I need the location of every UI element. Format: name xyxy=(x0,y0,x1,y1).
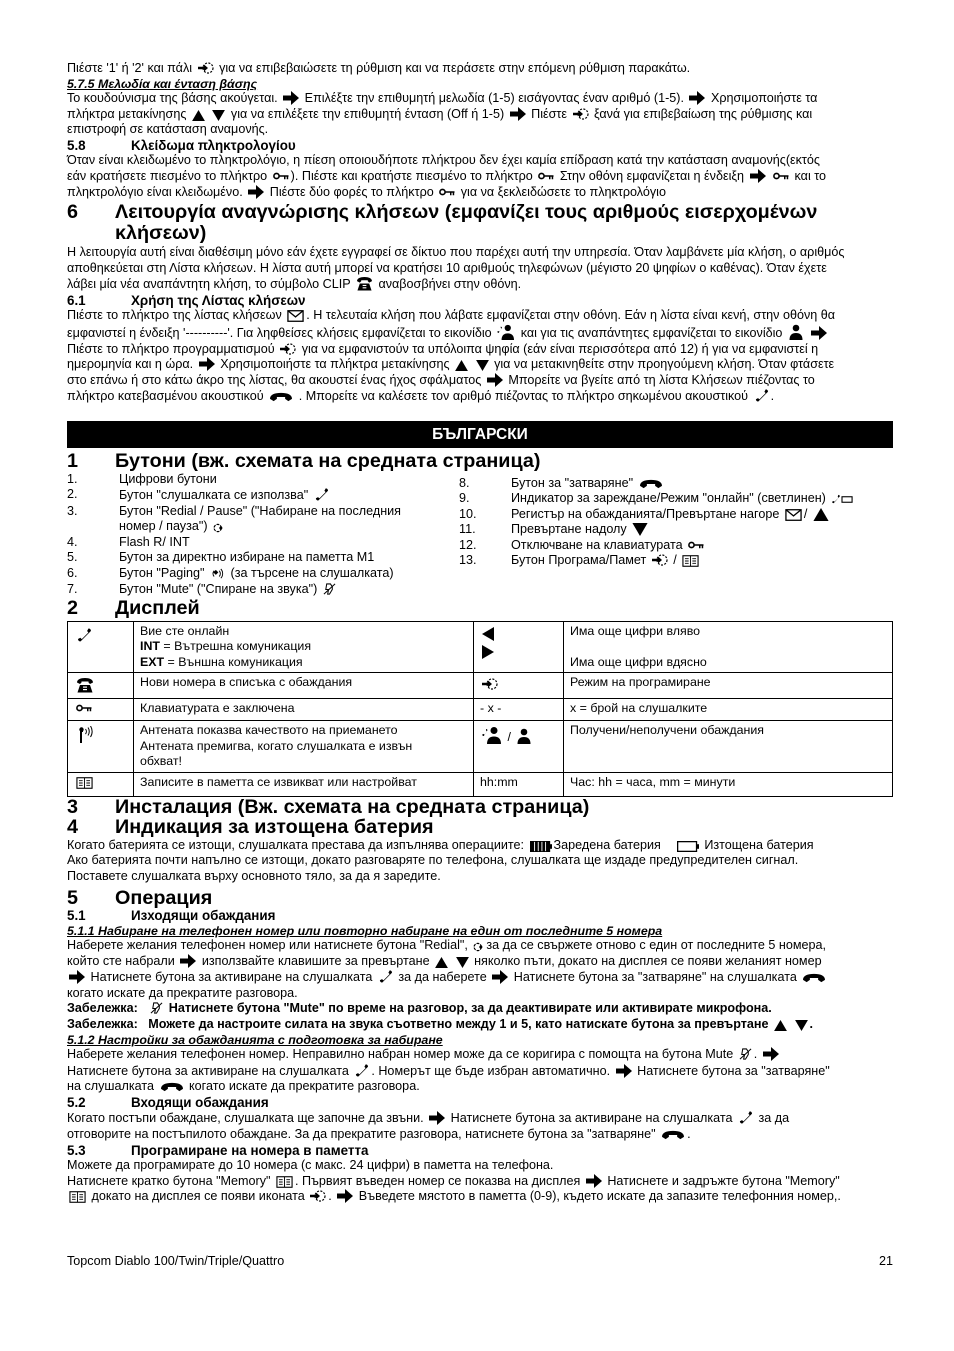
text: Можете да програмирате до 10 номера (с макс. 24 цифри) в паметта на телефона. xyxy=(67,1158,554,1173)
page-content xyxy=(67,61,893,1205)
arrow-right-icon xyxy=(586,1174,602,1188)
note-text: Можете да настроите силата на звука съответно между 1 и 5, като натискате бутона за превъртане xyxy=(148,1017,769,1031)
text: Наберете желания телефонен номер или натиснете бутона "Redial", xyxy=(67,938,468,953)
arrow-right-icon xyxy=(248,185,264,199)
missed-call-icon xyxy=(516,728,532,744)
section-heading xyxy=(67,1095,893,1111)
text: за да xyxy=(758,1111,790,1126)
on-hook-icon xyxy=(661,1130,685,1141)
item-number: 1. xyxy=(67,471,78,486)
text: за да се свържете отново с един от последните 5 номера, xyxy=(486,938,827,953)
table-cell: - x - xyxy=(474,699,564,721)
icon-cell xyxy=(68,673,134,699)
section-number: 5.8 xyxy=(67,137,86,153)
text: . xyxy=(687,1126,691,1141)
section-title: Изходящи обаждания xyxy=(131,908,276,924)
arrow-right-icon xyxy=(689,91,705,105)
text: Натиснете и задръжте бутона "Memory" xyxy=(607,1173,840,1188)
list-item xyxy=(67,504,459,520)
text: Натиснете бутона за "затваряне" на слушалката xyxy=(513,970,797,985)
table-cell: Режим на програмиране xyxy=(564,673,893,699)
text: Στην οθόνη εμφανίζεται η ένδειξη xyxy=(559,168,745,183)
table-row xyxy=(68,673,893,699)
text: Πιέστε το πλήκτρο της λίστας κλήσεων xyxy=(67,308,282,323)
paragraph xyxy=(67,245,893,293)
item-number: 4. xyxy=(67,534,78,549)
on-hook-icon xyxy=(639,479,663,490)
envelope-icon xyxy=(785,509,802,521)
text: επιστροφή σε κατάσταση αναμονής. xyxy=(67,122,269,137)
text: Изтощена батерия xyxy=(704,837,814,852)
icon-cell xyxy=(68,772,134,796)
table-row xyxy=(68,721,893,773)
chapter-heading xyxy=(67,817,893,838)
table-cell xyxy=(134,721,474,773)
text: αποθηκεύεται στη Λίστα κλήσεων. Η λίστα αυτή μπορεί να κρατήσει 10 αριθμούς τηλεφώνων (μέγιστο 20 ψηφίων ο καθένας). Όταν έχετε xyxy=(67,260,827,275)
key-icon xyxy=(439,188,455,196)
list-item xyxy=(459,538,893,554)
display-table xyxy=(67,621,893,797)
paragraph xyxy=(67,1047,893,1095)
text: για να μετακινηθείτε στην προηγούμενη κλήση. Όταν φτάσετε xyxy=(494,357,835,372)
item-text: Цифрови бутони xyxy=(119,471,217,486)
note-text: . xyxy=(809,1017,813,1031)
item-text: Flash R/ INT xyxy=(119,534,190,549)
arrow-right-icon xyxy=(750,169,766,183)
text: εάν κρατήσετε πιεσμένο το πλήκτρο xyxy=(67,168,268,183)
table-cell xyxy=(134,621,474,673)
language-banner: БЪЛГАРСКИ xyxy=(67,421,893,448)
chapter-heading xyxy=(67,451,893,472)
arrow-right-icon xyxy=(283,91,299,105)
phone-icon xyxy=(356,276,373,291)
text: Антената премигва, когато слушалката е извън xyxy=(140,738,413,753)
text: Натиснете бутона за "затваряне" xyxy=(637,1063,830,1078)
chapter-number: 2 xyxy=(67,597,79,620)
scroll-up-icon xyxy=(774,1020,787,1031)
text: . Първият въведен номер се показва на дисплея xyxy=(295,1173,581,1188)
text: στο επάνω ή στο κάτω άκρο της λίστας, θα ακουστεί ένας ήχος σφάλματος xyxy=(67,372,482,387)
paragraph xyxy=(67,153,893,200)
chapter-title: Операция xyxy=(115,886,213,909)
program-icon xyxy=(482,677,498,691)
text: Χρησιμοποιήστε τα πλήκτρα μετακίνησης xyxy=(220,357,450,372)
item-number: 9. xyxy=(459,491,470,506)
item-text: Бутон "Redial / Pause" ("Набиране на последния xyxy=(119,503,402,518)
text: Натиснете бутона за активиране на слушалката xyxy=(450,1111,733,1126)
list-item xyxy=(67,566,459,582)
separator: / xyxy=(673,553,677,568)
text: INT xyxy=(140,639,160,654)
scroll-up-icon xyxy=(455,360,468,371)
scroll-up-icon xyxy=(192,110,205,121)
on-hook-icon xyxy=(802,973,826,984)
scroll-down-icon xyxy=(456,957,469,968)
program-icon xyxy=(310,1189,326,1203)
note-label: Забележка: xyxy=(67,1017,138,1031)
off-hook-icon xyxy=(738,1110,753,1125)
item-text: номер / пауза") xyxy=(119,519,208,534)
text: Когато батерията се изтощи, слушалката престава да изпълнява операциите: xyxy=(67,837,525,852)
list-item xyxy=(67,487,459,504)
section-number: 5.1 xyxy=(67,908,86,924)
text: Натиснете кратко бутона "Memory" xyxy=(67,1173,271,1188)
text: Πιέστε το πλήκτρο προγραμματισμού xyxy=(67,341,275,356)
text: Вие сте онлайн xyxy=(140,623,230,638)
program-icon xyxy=(573,107,589,121)
mute-icon xyxy=(150,1002,163,1015)
redial-icon xyxy=(213,523,224,533)
missed-call-icon xyxy=(788,324,804,340)
item-number xyxy=(67,519,119,535)
phone-icon xyxy=(76,677,94,693)
note-text: Натиснете бутона "Mute" по време на разговор, за да деактивирате или активирате микрофона. xyxy=(168,1001,772,1016)
list-item xyxy=(67,472,459,488)
arrow-right-icon xyxy=(510,107,526,121)
program-icon xyxy=(198,61,214,75)
text: Όταν είναι κλειδωμένο το πληκτρολόγιο, η πίεση οποιουδήποτε πλήκτρου δεν έχει καμία επίδραση κατά την κατάσταση αναμονής(εκτός xyxy=(67,153,820,168)
text: когато искате да прекратите разговора. xyxy=(67,985,298,1000)
text: Наберете желания телефонен номер. Неправилно набран номер може да се коригира с помощта на бутона Mute xyxy=(67,1047,734,1062)
subsection-heading: 5.7.5 Μελωδία και ένταση βάσης xyxy=(67,76,258,91)
arrow-right-icon xyxy=(337,1189,353,1203)
icon-cell xyxy=(68,699,134,721)
text: και για τις αναπάντητες εμφανίζεται το εικονίδιο xyxy=(520,326,783,341)
text: εμφανιστεί η ένδειξη '----------'. Για ληφθείσες κλήσεις εμφανίζεται το εικονίδιο xyxy=(67,326,492,341)
list-item xyxy=(459,522,893,538)
text: Πιέστε xyxy=(531,106,568,121)
table-cell: Нови номера в списъка с обаждания xyxy=(134,673,474,699)
memory-book-icon xyxy=(682,555,699,567)
text: обхват! xyxy=(140,754,182,769)
text: Когато постъпи обаждане, слушалката ще започне да звъни. xyxy=(67,1111,424,1126)
list-item xyxy=(67,519,459,535)
list-item xyxy=(67,550,459,566)
text: когато искате да прекратите разговора. xyxy=(189,1079,420,1094)
mute-icon xyxy=(323,583,336,596)
section-title: Κλείδωμα πληκτρολογίου xyxy=(131,137,296,153)
chapter-heading xyxy=(67,797,893,818)
buttons-list xyxy=(67,472,893,598)
table-row xyxy=(68,699,893,721)
text: για να ξεκλειδώσετε το πληκτρολόγιο xyxy=(460,184,666,199)
separator: / xyxy=(803,506,808,521)
separator: / xyxy=(507,730,511,745)
buttons-list-right xyxy=(459,472,893,598)
section-heading xyxy=(67,293,893,309)
paragraph xyxy=(67,61,893,77)
list-item xyxy=(459,553,893,569)
text: . xyxy=(753,1047,758,1062)
arrow-right-icon xyxy=(487,373,503,387)
more-right-icon xyxy=(482,645,494,659)
icon-cell xyxy=(68,721,134,773)
text: Μπορείτε να βγείτε από τη λίστα Κλήσεων πιέζοντας το xyxy=(508,372,815,387)
table-cell: x = брой на слушалките xyxy=(564,699,893,721)
antenna-icon xyxy=(76,726,94,744)
chapter-number: 6 xyxy=(67,201,79,224)
arrow-right-icon xyxy=(69,970,85,984)
icon-cell xyxy=(474,721,564,773)
icon-cell xyxy=(474,621,564,673)
list-item xyxy=(459,491,893,507)
text: няколко пъти, докато на дисплея се появи желаният номер xyxy=(474,953,822,968)
list-item xyxy=(459,476,893,492)
program-icon xyxy=(280,342,296,356)
battery-empty-icon xyxy=(677,841,699,852)
text: = Външна комуникация xyxy=(164,654,303,669)
scroll-up-icon xyxy=(435,957,448,968)
item-number: 7. xyxy=(67,581,78,596)
key-icon xyxy=(773,172,789,180)
text: πλήκτρο κατεβασμένου ακουστικού xyxy=(67,389,264,404)
table-cell: Получени/неполучени обаждания xyxy=(564,721,893,773)
text: EXT xyxy=(140,654,165,669)
received-call-icon xyxy=(497,324,515,340)
item-text: Отключване на клавиатурата xyxy=(511,537,683,552)
paragraph xyxy=(67,91,893,138)
table-row xyxy=(68,772,893,796)
text: Натиснете бутона за активиране на слушалката xyxy=(67,1063,349,1078)
arrow-right-icon xyxy=(492,970,508,984)
item-number: 12. xyxy=(459,537,477,552)
text: . Η τελευταία κλήση που λάβατε εμφανίζεται στην οθόνη. Εάν η λίστα είναι κενή, στην οθόνη θα xyxy=(306,308,836,323)
section-heading xyxy=(67,1143,893,1159)
section-number: 5.3 xyxy=(67,1142,86,1158)
redial-icon xyxy=(473,942,484,952)
item-text: Бутон Програма/Памет xyxy=(511,553,647,568)
text: докато на дисплея се появи иконата xyxy=(91,1189,305,1204)
on-hook-icon xyxy=(269,392,293,403)
table-cell: Клавиатурата е заключена xyxy=(134,699,474,721)
table-cell: hh:mm xyxy=(474,772,564,796)
list-item xyxy=(67,535,459,551)
chapter-heading xyxy=(67,598,893,619)
text: ξανά για επιβεβαίωση της ρύθμισης και xyxy=(594,106,813,121)
section-number: 5.2 xyxy=(67,1094,86,1110)
chapter-number: 4 xyxy=(67,816,79,839)
text: . Номерът ще бъде избран автоматично. xyxy=(371,1063,611,1078)
item-text: Бутон "Paging" xyxy=(119,566,205,581)
item-text: Бутон "слушалката се използва" xyxy=(119,488,309,503)
off-hook-icon xyxy=(378,969,393,984)
table-cell: Час: hh = часа, mm = минути xyxy=(564,772,893,796)
paging-icon xyxy=(210,568,225,580)
item-text: Регистър на обажданията/Превъртане нагоре xyxy=(511,506,780,521)
text: Το κουδούνισμα της βάσης ακούγεται. xyxy=(67,91,278,106)
key-icon xyxy=(538,172,554,180)
subsection-heading: 5.1.1 Набиране на телефонен номер или повторно набиране на един от последните 5 номера xyxy=(67,923,663,938)
text: για να επιβεβαιώσετε τη ρύθμιση και να περάσετε στην επόμενη ρύθμιση παρακάτω. xyxy=(219,61,691,75)
arrow-right-icon xyxy=(616,1064,632,1078)
footer-product-name: Topcom Diablo 100/Twin/Triple/Quattro xyxy=(67,1254,285,1268)
item-number: 5. xyxy=(67,550,78,565)
text: използвайте клавишите за превъртане xyxy=(201,953,430,968)
chapter-title: Дисплей xyxy=(115,597,200,620)
note-label: Забележка: xyxy=(67,1001,138,1016)
item-number: 2. xyxy=(67,487,78,502)
paragraph xyxy=(67,938,893,1001)
item-number: 8. xyxy=(459,475,470,490)
on-hook-icon xyxy=(160,1082,184,1093)
text: Има още цифри вдясно xyxy=(570,654,707,669)
section-heading xyxy=(67,138,893,154)
page-number: 21 xyxy=(878,1254,893,1268)
mute-icon xyxy=(739,1048,752,1061)
received-call-icon xyxy=(482,726,502,744)
text: ). Πιέστε και κρατήστε πιεσμένο το πλήκτρο xyxy=(290,168,533,183)
scroll-down-icon xyxy=(476,360,489,371)
table-cell xyxy=(564,621,893,673)
line-indicator-icon xyxy=(831,494,853,505)
chapter-title: Индикация за изтощена батерия xyxy=(115,816,434,839)
item-text: Бутон за "затваряне" xyxy=(511,475,634,490)
paragraph xyxy=(67,308,893,405)
battery-full-icon xyxy=(530,841,552,852)
arrow-right-icon xyxy=(763,1047,779,1061)
memory-book-icon xyxy=(76,777,93,789)
text: για να εμφανιστούν τα υπόλοιπα ψηφία (εάν είναι περισσότερα από 12) ή για να εμφανιστεί η xyxy=(301,341,819,356)
item-number: 10. xyxy=(459,506,477,521)
section-number: 6.1 xyxy=(67,292,86,308)
text: Натиснете бутона за активиране на слушалката xyxy=(90,970,373,985)
item-text: Бутон за директно избиране на паметта M1 xyxy=(119,550,375,565)
chapter-number: 5 xyxy=(67,886,79,909)
text: Заредена батерия xyxy=(553,837,661,852)
program-icon xyxy=(652,553,668,567)
item-text: Превъртане надолу xyxy=(511,522,627,537)
text: . xyxy=(770,389,775,404)
text: . Μπορείτε να καλέσετε τον αριθμό πιέζοντας το πλήκτρο σηκωμένου ακουστικού xyxy=(298,389,749,404)
text: Η λειτουργία αυτή είναι διαθέσιμη μόνο εάν έχετε εγγραφεί σε δίκτυο που παρέχει αυτή την υπηρεσία. Όταν λαμβάνετε μία κλήση, ο αριθμός xyxy=(67,245,845,260)
chapter-number: 3 xyxy=(67,795,79,818)
text: = Вътрешна комуникация xyxy=(159,639,312,654)
key-icon xyxy=(76,704,92,712)
key-icon xyxy=(688,541,704,549)
text: Въведете мястото в паметта (0-9), където искате да запазите телефонния номер,. xyxy=(358,1189,841,1204)
off-hook-icon xyxy=(754,388,769,403)
icon-cell xyxy=(474,673,564,699)
subsection-heading: 5.1.2 Настройки за обажданията с подготовка за набиране xyxy=(67,1032,443,1047)
paragraph xyxy=(67,1110,893,1142)
text: για να επιλέξετε την επιθυμητή ένταση (Off ή 1-5) xyxy=(230,106,505,121)
chapter-number: 1 xyxy=(67,450,79,472)
text: Пιέστε '1' ή '2' και πάλι xyxy=(67,61,193,75)
text: за да наберете xyxy=(398,970,487,985)
text: Πιέστε δύο φορές το πλήκτρο xyxy=(269,184,434,199)
more-left-icon xyxy=(482,627,494,641)
text: който сте набрали xyxy=(67,953,175,968)
table-row xyxy=(68,621,893,673)
arrow-right-icon xyxy=(199,357,215,371)
scroll-down-icon xyxy=(212,110,225,121)
text: και το xyxy=(794,168,827,183)
paragraph xyxy=(67,838,893,885)
section-heading xyxy=(67,908,893,924)
list-item xyxy=(459,507,893,523)
section-title: Входящи обаждания xyxy=(131,1094,269,1110)
scroll-down-icon xyxy=(795,1020,808,1031)
envelope-icon xyxy=(287,310,304,322)
note xyxy=(67,1001,893,1017)
text: отговорите на постъпилото обаждане. За да прекратите разговора, натиснете бутона за "затваряне" xyxy=(67,1126,656,1141)
scroll-down-icon xyxy=(632,523,648,536)
text: πληκτρολόγιο είναι κλειδωμένο. xyxy=(67,184,243,199)
buttons-list-left xyxy=(67,472,459,598)
note xyxy=(67,1017,893,1033)
item-text: (за търсене на слушалката) xyxy=(230,566,394,581)
section-title: Програмиране на номера в паметта xyxy=(131,1142,369,1158)
table-cell: Записите в паметта се извикват или настройват xyxy=(134,772,474,796)
item-text: Индикатор за зареждане/Режим "онлайн" (светлинен) xyxy=(511,491,826,506)
chapter-title: Бутони (вж. схемата на средната страница) xyxy=(115,450,541,472)
text: Επιλέξτε την επιθυμητή μελωδία (1-5) εισάγοντας έναν αριθμό (1-5). xyxy=(304,91,684,106)
scroll-up-icon xyxy=(813,508,829,521)
text: Χρησιμοποιήστε τα xyxy=(710,91,818,106)
item-number: 6. xyxy=(67,566,78,581)
chapter-title: Инсталация (Вж. схемата на средната страница) xyxy=(115,795,590,818)
arrow-right-icon xyxy=(811,326,827,340)
text: Има още цифри вляво xyxy=(570,623,701,638)
text: Ако батерията почти напълно се изтощи, докато разговаряте по телефона, слушалката ще издаде предупредителен сигнал. xyxy=(67,853,799,868)
text: πλήκτρα μετακίνησης xyxy=(67,106,187,121)
off-hook-icon xyxy=(314,487,329,502)
text: ημερομηνία και η ώρα. xyxy=(67,357,194,372)
memory-book-icon xyxy=(276,1176,293,1188)
chapter-title: Λειτουργία αναγνώρισης κλήσεων (εμφανίζει τους αριθμούς εισερχομένων κλήσεων) xyxy=(115,201,818,244)
list-item xyxy=(67,582,459,598)
text: Антената показва качеството на приемането xyxy=(140,723,398,738)
chapter-heading xyxy=(67,888,893,909)
chapter-heading xyxy=(67,202,893,243)
paragraph xyxy=(67,1158,893,1205)
text: на слушалката xyxy=(67,1079,155,1094)
arrow-right-icon xyxy=(180,954,196,968)
text: λάβει μία νέα αναπάντητη κλήση, το σύμβολο CLIP xyxy=(67,277,351,292)
off-hook-icon xyxy=(76,627,92,643)
text: . xyxy=(328,1189,332,1204)
memory-book-icon xyxy=(69,1191,86,1203)
item-number: 13. xyxy=(459,553,477,568)
off-hook-icon xyxy=(354,1063,369,1078)
page-footer xyxy=(67,1254,893,1270)
item-number: 3. xyxy=(67,503,78,518)
icon-cell xyxy=(68,621,134,673)
text: αναβοσβήνει στην οθόνη. xyxy=(378,277,522,292)
arrow-right-icon xyxy=(429,1111,445,1125)
item-text: Бутон "Mute" ("Спиране на звука") xyxy=(119,581,318,596)
text: Поставете слушалката върху основното тяло, за да я заредите. xyxy=(67,868,441,883)
section-title: Χρήση της Λίστας κλήσεων xyxy=(131,292,306,308)
key-icon xyxy=(273,172,289,180)
item-number: 11. xyxy=(459,522,476,537)
